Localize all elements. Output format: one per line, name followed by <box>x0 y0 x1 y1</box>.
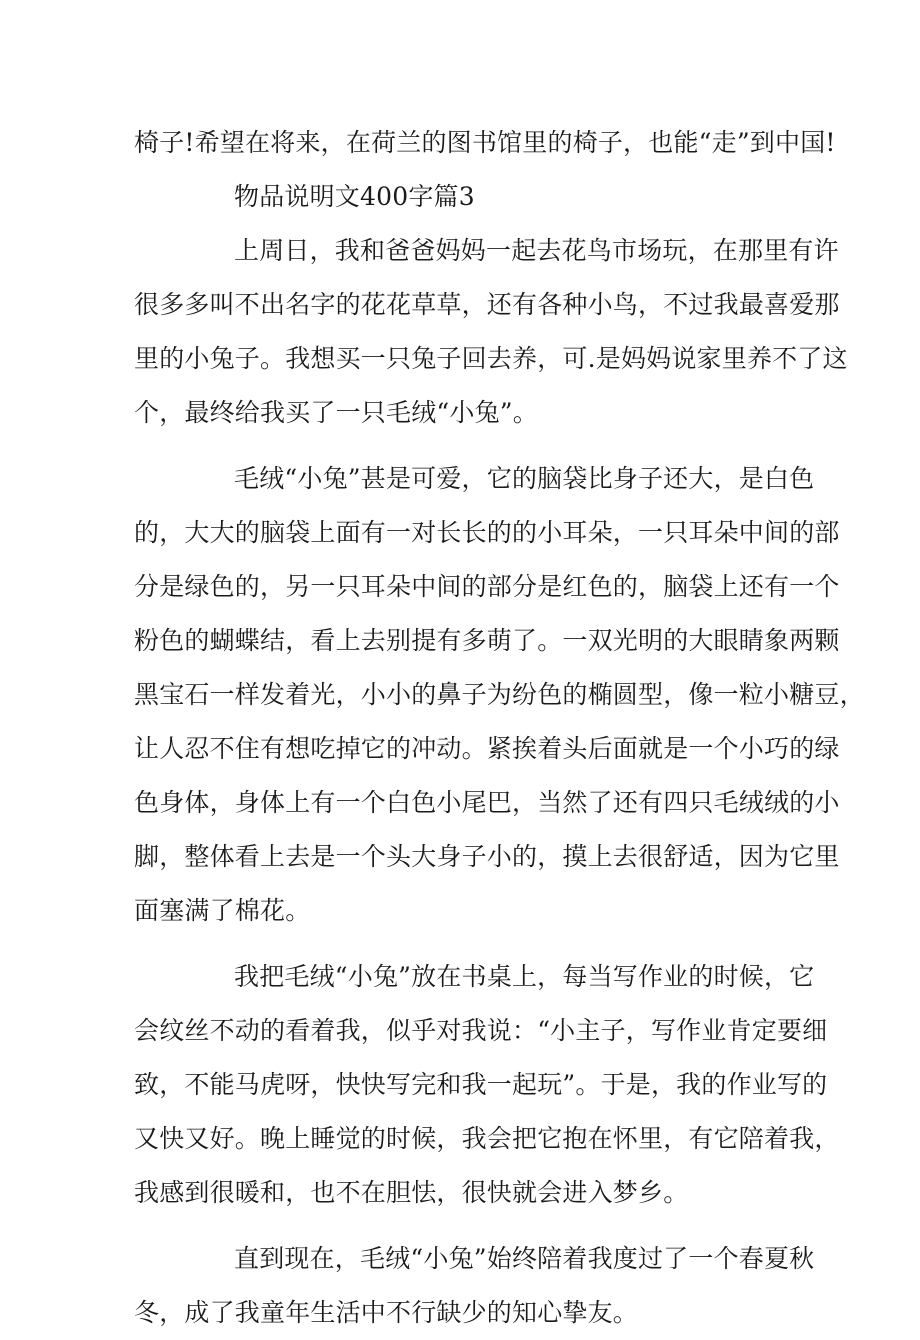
paragraph-line: 毛绒“小兔”甚是可爱，它的脑袋比身子还大，是白色 <box>234 464 815 493</box>
paragraph-line: 分是绿色的，另一只耳朵中间的部分是红色的，脑袋上还有一个 <box>134 572 840 601</box>
paragraph-line: 我把毛绒“小兔”放在书桌上，每当写作业的时候，它 <box>234 962 815 991</box>
paragraph-gap <box>134 440 794 452</box>
paragraph-line: 会纹丝不动的看着我，似乎对我说：“小主子，写作业肯定要细 <box>134 1016 828 1045</box>
paragraph-line: 冬，成了我童年生活中不行缺少的知心挚友。 <box>134 1298 639 1327</box>
paragraph-gap <box>134 938 794 950</box>
paragraph-line: 又快又好。晚上睡觉的时候，我会把它抱在怀里，有它陪着我， <box>134 1124 840 1153</box>
paragraph-line: 黑宝石一样发着光，小小的鼻子为纷色的椭圆型，像一粒小糖豆， <box>134 680 865 709</box>
paragraph-line: 面塞满了棉花。 <box>134 896 311 925</box>
paragraph-line: 很多多叫不出名字的花花草草，还有各种小鸟，不过我最喜爱那 <box>134 290 840 319</box>
paragraph-line: 粉色的蝴蝶结，看上去别提有多萌了。一双光明的大眼睛象两颗 <box>134 626 840 655</box>
paragraph-line: 致，不能马虎呀，快快写完和我一起玩”。于是，我的作业写的 <box>134 1070 828 1099</box>
section-heading: 物品说明文400字篇3 <box>234 182 475 211</box>
paragraph-gap <box>134 1220 794 1232</box>
document-text <box>134 116 865 1340</box>
paragraph-line: 直到现在，毛绒“小兔”始终陪着我度过了一个春夏秋 <box>234 1244 815 1273</box>
paragraph-line: 的，大大的脑袋上面有一对长长的的小耳朵，一只耳朵中间的部 <box>134 518 840 547</box>
paragraph-line: 色身体，身体上有一个白色小尾巴，当然了还有四只毛绒绒的小 <box>134 788 840 817</box>
paragraph-line: 让人忍不住有想吃掉它的冲动。紧挨着头后面就是一个小巧的绿 <box>134 734 840 763</box>
paragraph-line: 上周日，我和爸爸妈妈一起去花鸟市场玩，在那里有许 <box>234 236 839 265</box>
paragraph-line: 个，最终给我买了一只毛绒“小兔”。 <box>134 398 538 427</box>
paragraph-line: 里的小兔子。我想买一只兔子回去养，可.是妈妈说家里养不了这 <box>134 344 848 373</box>
paragraph-line: 脚，整体看上去是一个头大身子小的，摸上去很舒适，因为它里 <box>134 842 840 871</box>
paragraph-line: 我感到很暖和，也不在胆怯，很快就会进入梦乡。 <box>134 1178 689 1207</box>
continuation-line: 椅子!希望在将来，在荷兰的图书馆里的椅子，也能“走”到中国! <box>134 128 836 157</box>
